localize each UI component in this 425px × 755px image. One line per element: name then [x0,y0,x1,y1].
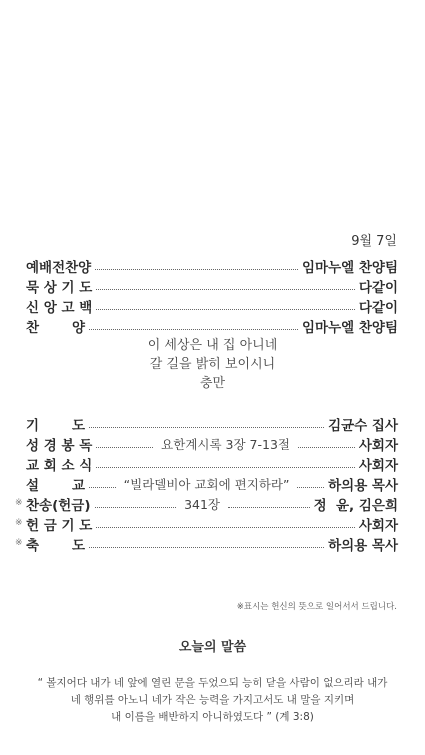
order-row-sermon [26,474,398,494]
order-value: 김균수 집사 [328,418,398,434]
standing-mark: ※ [15,498,23,508]
hymn-number: 341장 [184,497,221,512]
order-label: 헌 금 기 도 [26,518,93,534]
order-row-benediction [15,534,398,554]
verse-line: “ 볼지어다 내가 네 앞에 열린 문을 두었으되 능히 닫을 사람이 없으리라 내가 [37,677,388,689]
order-row-scripture [26,434,398,454]
order-row-offering-hymn [15,494,399,514]
order-row-offering-prayer [15,514,398,534]
leader-dots [228,507,310,508]
order-row-announcements [26,454,398,474]
order-row-praise [26,316,398,336]
order-value: 하의용 목사 [328,538,398,554]
order-row-confession [26,296,398,316]
lyrics-line: 충만 [199,376,226,391]
lyrics-line: 이 세상은 내 집 아니네 [147,338,278,353]
leader-dots [89,487,116,488]
leader-dots [96,309,355,310]
order-label: 예배전찬양 [26,260,92,276]
order-value: 사회자 [358,458,398,474]
leader-dots [298,447,355,448]
order-label: 찬송(헌금) [26,498,91,514]
order-row-prelude [26,256,398,276]
verse-line: 네 행위를 아노니 네가 작은 능력을 가지고서도 내 말을 지키며 [70,694,355,706]
scripture-reference: 요한계시록 3장 7-13절 [161,437,290,452]
order-value: 정 윤, 김은희 [313,498,399,514]
leader-dots [95,269,298,270]
order-value: 사회자 [358,438,398,454]
leader-dots [96,447,153,448]
order-label: 설 교 [26,478,85,494]
leader-dots [89,547,324,548]
order-label: 신 앙 고 백 [26,300,93,316]
standing-mark: ※ [15,538,23,548]
order-value: 다같이 [358,300,398,316]
order-value: 임마누엘 찬양팀 [302,260,398,276]
leader-dots [96,527,355,528]
leader-dots [297,487,324,488]
order-label: 교 회 소 식 [26,458,93,474]
leader-dots [95,507,177,508]
order-value: 사회자 [358,518,398,534]
standing-note: ※표시는 헌신의 뜻으로 일어서서 드립니다. [236,602,397,612]
order-value: 임마누엘 찬양팀 [302,320,398,336]
verse-line: 내 이름을 배반하지 아니하였도다 ” (계 3:8) [111,711,314,723]
order-label: 기 도 [26,418,85,434]
leader-dots [96,289,355,290]
word-of-day-title: 오늘의 말씀 [178,640,247,655]
leader-dots [89,329,298,330]
date-label: 9월 7일 [351,234,397,249]
leader-dots [89,427,324,428]
order-label: 성 경 봉 독 [26,438,93,454]
order-row-prayer [26,414,398,434]
order-row-silent-prayer [26,276,398,296]
order-label: 찬 양 [26,320,85,336]
leader-dots [96,467,355,468]
order-value: 다같이 [358,280,398,296]
sermon-title: “빌라델비아 교회에 편지하라” [123,477,290,492]
lyrics-line: 갈 길을 밝히 보이시니 [149,357,276,372]
standing-mark: ※ [15,518,23,528]
order-label: 묵 상 기 도 [26,280,93,296]
order-value: 하의용 목사 [328,478,399,494]
order-label: 축 도 [26,538,85,554]
verse-text [30,675,395,726]
hymn-lyrics [0,336,425,393]
